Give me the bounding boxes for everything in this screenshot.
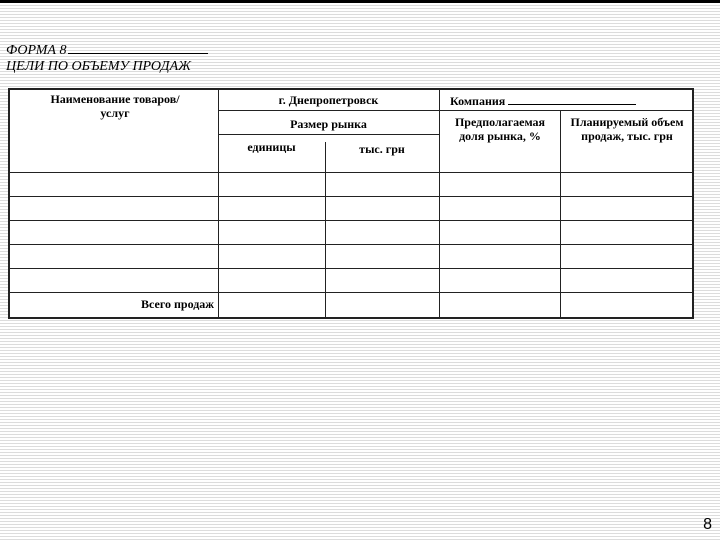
sales-targets-table bbox=[8, 88, 694, 319]
header-company bbox=[450, 93, 690, 108]
company-name-blank bbox=[508, 93, 636, 105]
form-label-text: ФОРМА 8 bbox=[6, 43, 67, 58]
top-rule bbox=[0, 0, 720, 3]
table-row bbox=[10, 172, 694, 173]
table-vline bbox=[325, 142, 326, 317]
form-label-underline bbox=[68, 40, 208, 54]
header-thous-uah: тыс. грн bbox=[359, 142, 405, 156]
header-city: г. Днепропетровск bbox=[278, 93, 379, 107]
table-row bbox=[10, 292, 694, 293]
header-units: единицы bbox=[247, 140, 296, 154]
table-row bbox=[10, 268, 694, 269]
header-product: Наименование товаров/услуг bbox=[50, 92, 180, 120]
table-vline bbox=[560, 110, 561, 317]
header-planned-volume: Планируемый объем продаж, тыс. грн bbox=[570, 115, 684, 143]
header-market-size: Размер рынка bbox=[290, 117, 367, 131]
table-hline bbox=[218, 110, 694, 111]
table-row bbox=[10, 244, 694, 245]
header-company-label: Компания bbox=[450, 94, 506, 108]
table-vline bbox=[439, 90, 440, 317]
table-row bbox=[10, 220, 694, 221]
table-row bbox=[10, 196, 694, 197]
total-sales-label: Всего продаж bbox=[141, 297, 214, 311]
form-label bbox=[6, 40, 208, 59]
table-hline bbox=[218, 134, 439, 135]
page-number: 8 bbox=[703, 516, 712, 533]
form-title: ЦЕЛИ ПО ОБЪЕМУ ПРОДАЖ bbox=[6, 59, 191, 74]
header-market-share: Предполагаемая доля рынка, % bbox=[454, 115, 546, 143]
